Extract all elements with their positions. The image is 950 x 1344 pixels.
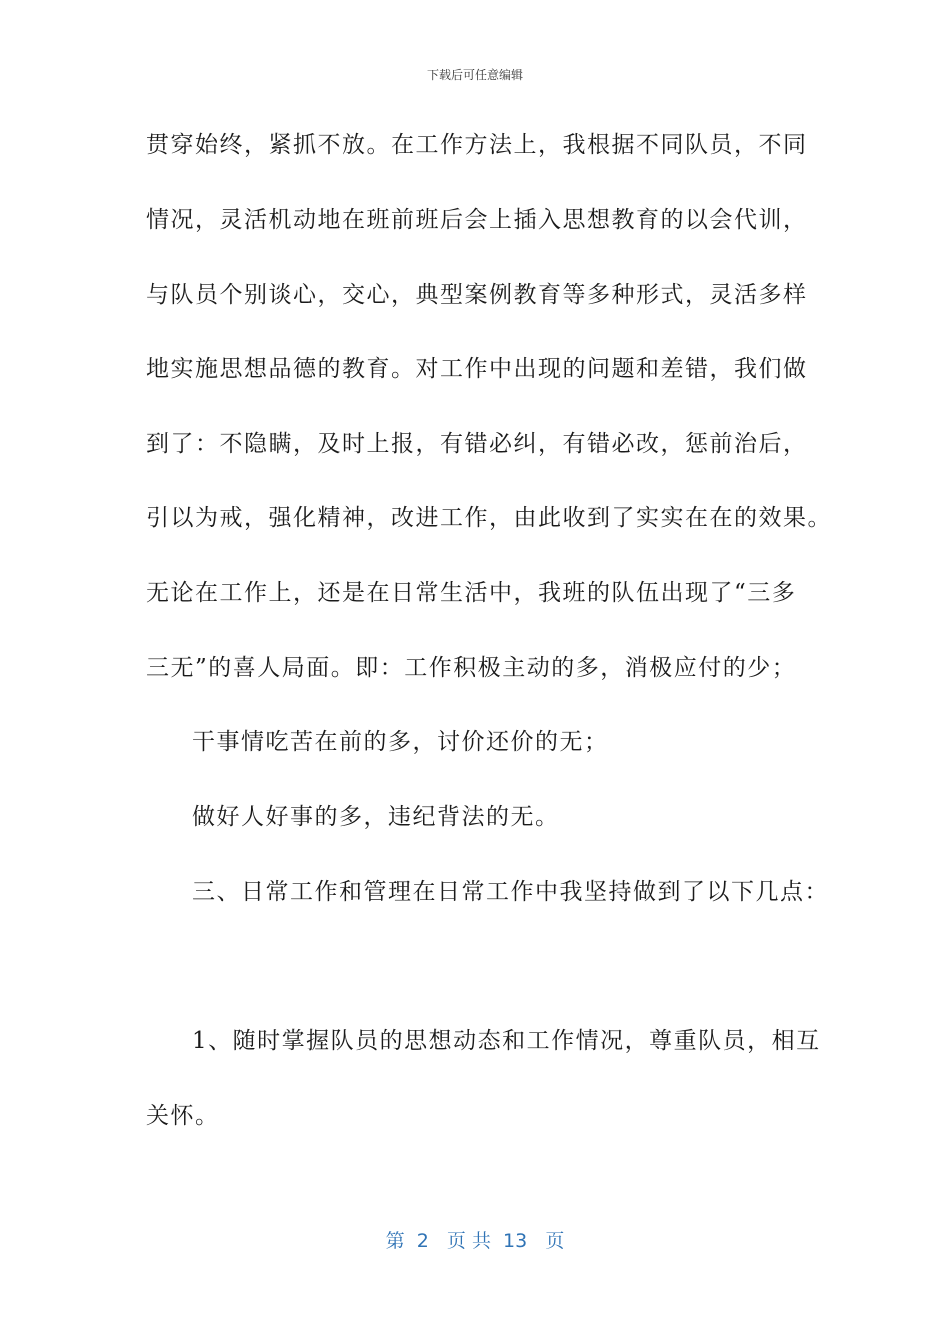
body-line: 与队员个别谈心，交心，典型案例教育等多种形式，灵活多样 [146,282,808,308]
body-line-indented: 干事情吃苦在前的多，讨价还价的无； [192,729,609,755]
body-line: 地实施思想品德的教育。对工作中出现的问题和差错，我们做 [146,356,808,382]
body-line: 到了：不隐瞒，及时上报，有错必纠，有错必改，惩前治后， [146,431,808,457]
header-note: 下载后可任意编辑 [426,68,523,82]
body-line: 情况，灵活机动地在班前班后会上插入思想教育的以会代训， [146,207,808,233]
body-line-indented: 1、随时掌握队员的思想动态和工作情况，尊重队员，相互 [192,1028,821,1054]
body-line-indented: 做好人好事的多，违纪背法的无。 [192,804,560,830]
body-line: 引以为戒，强化精神，改进工作，由此收到了实实在在的效果。 [146,505,832,531]
body-line: 关怀。 [146,1103,220,1129]
body-line: 无论在工作上，还是在日常生活中，我班的队伍出现了“三多 [146,580,797,606]
body-line: 三无”的喜人局面。即：工作积极主动的多，消极应付的少； [146,655,797,681]
body-line: 贯穿始终，紧抓不放。在工作方法上，我根据不同队员，不同 [146,132,808,158]
section-heading: 三、日常工作和管理在日常工作中我坚持做到了以下几点： [192,879,829,905]
page-number-footer: 第 2 页 共 13 页 [385,1230,565,1252]
